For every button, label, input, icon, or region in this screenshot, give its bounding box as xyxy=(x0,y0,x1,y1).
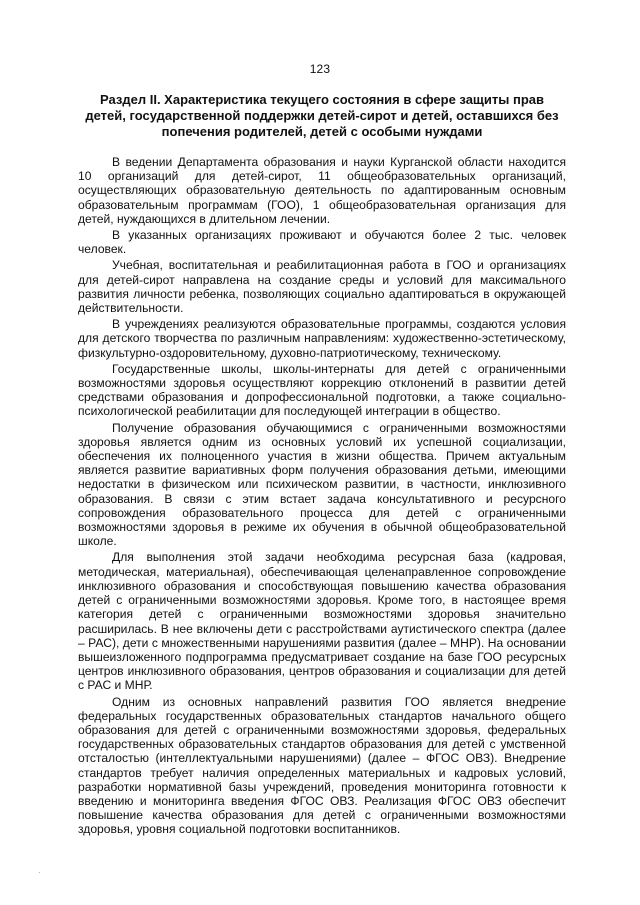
body-text xyxy=(78,155,566,839)
section-heading: Раздел II. Характеристика текущего состояния в сфере защиты прав детей, государственной поддержки детей-сирот и детей, оставшихся без попечения родителей, детей с особыми нуждами xyxy=(85,92,559,139)
paragraph-5: Государственные школы, школы-интернаты для детей с ограниченными возможностями здоровья осуществляют коррекцию отклонений в развитии детей средствами образования и допрофессиональной подготовки, а также социально-психологической реабилитации для последующей интеграции в общество. xyxy=(78,361,566,419)
paragraph-8: Одним из основных направлений развития ГОО является внедрение федеральных государственных образовательных стандартов начального общего образования для детей с ограниченными возможностями здоровья, федеральных государственных образовательных стандартов образования для детей с умственной отсталостью (интеллектуальными нарушениями) (далее – ФГОС ОВЗ). Внедрение стандартов требует наличия определенных материальных и кадровых условий, разработки нормативной базы учреждений, проведения мониторинга готовности к введению и мониторинга введения ФГОС ОВЗ. Реализация ФГОС ОВЗ обеспечит повышение качества образования для детей с ограниченными возможностями здоровья, уровня социальной подготовки воспитанников. xyxy=(78,694,566,837)
paragraph-3: Учебная, воспитательная и реабилитационная работа в ГОО и организациях для детей-сирот направлена на создание среды и условий для максимального развития личности ребенка, позволяющих социально адаптироваться в окружающей действительности. xyxy=(78,258,566,316)
scan-speck: · xyxy=(38,868,41,877)
page-number: 123 xyxy=(309,62,331,76)
paragraph-1: В ведении Департамента образования и науки Курганской области находится 10 организаций для детей-сирот, 11 общеобразовательных организаций, осуществляющих образовательную деятельность по адаптированным основным образовательным программам (ГОО), 1 общеобразовательная организация для детей, нуждающихся в длительном лечении. xyxy=(78,155,566,226)
paragraph-6: Получение образования обучающимися с ограниченными возможностями здоровья является одним из основных условий их успешной социализации, обеспечения их полноценного участия в жизни общества. Причем актуальным является развитие вариативных форм получения образования детьми, имеющими недостатки в физическом или психическом развитии, в частности, инклюзивного образования. В связи с этим встает задача консультативного и ресурсного сопровождения образовательного процесса для детей с ограниченными возможностями здоровья в режиме их обучения в обычной общеобразовательной школе. xyxy=(78,420,566,549)
paragraph-4: В учреждениях реализуются образовательные программы, создаются условия для детского творчества по различным направлениям: художественно-эстетическому, физкультурно-оздоровительному, духовно-патриотическому, техническому. xyxy=(78,317,566,360)
paragraph-2: В указанных организациях проживают и обучаются более 2 тыс. человек человек. xyxy=(78,228,566,257)
paragraph-7: Для выполнения этой задачи необходима ресурсная база (кадровая, методическая, материальная), обеспечивающая целенаправленное сопровождение инклюзивного образования и способствующая повышению качества образования детей с ограниченными возможностями здоровья. Кроме того, в настоящее время категория детей с ограниченными возможностями здоровья значительно расширилась. В нее включены дети с расстройствами аутистического спектра (далее – РАС), дети с множественными нарушениями развития (далее – МНР). На основании вышеизложенного подпрограмма предусматривает создание на базе ГОО ресурсных центров инклюзивного образования, центров образования и социализации для детей с РАС и МНР. xyxy=(78,550,566,693)
